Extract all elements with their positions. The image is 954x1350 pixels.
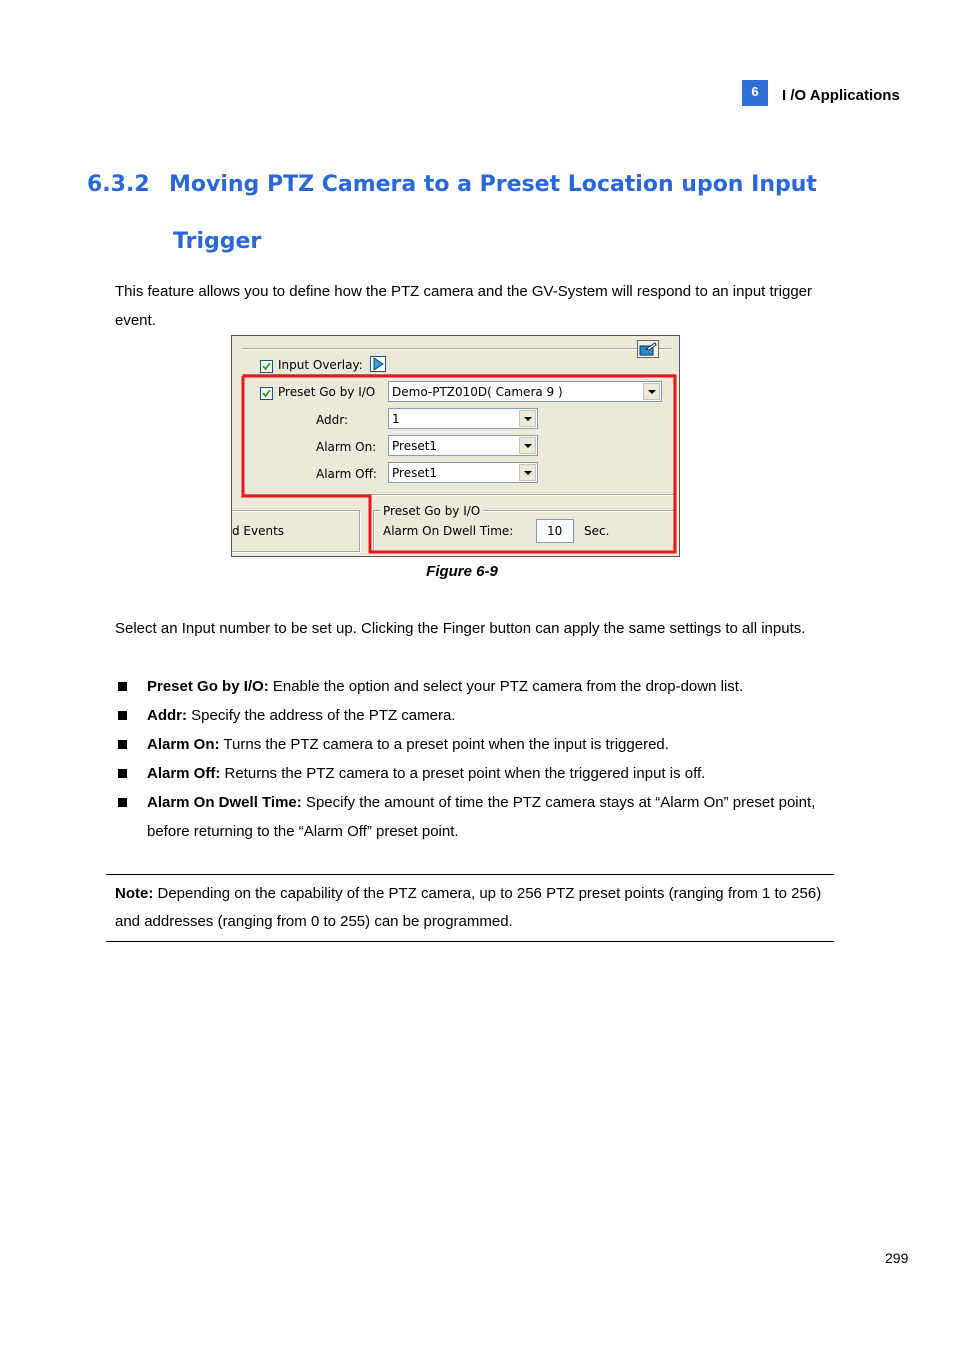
bullet-square-icon	[118, 740, 127, 749]
dwell-time-label: Alarm On Dwell Time:	[383, 524, 514, 538]
alarm-off-select-value: Preset1	[392, 466, 438, 480]
alarm-on-label: Alarm On:	[316, 440, 377, 454]
camera-select-value: Demo-PTZ010D( Camera 9 )	[392, 385, 563, 399]
section-title-line1: Moving PTZ Camera to a Preset Location upon Input	[169, 172, 817, 197]
bullet-text: Specify the address of the PTZ camera.	[187, 707, 456, 724]
intro-paragraph: This feature allows you to define how the PTZ camera and the GV-System will respond to an input trigger event.	[115, 283, 813, 329]
note-term: Note:	[115, 885, 154, 902]
settings-screenshot	[231, 335, 680, 557]
input-overlay-label: Input Overlay:	[278, 358, 363, 372]
bullet-square-icon	[118, 711, 127, 720]
bullet-text: Returns the PTZ camera to a preset point when the triggered input is off.	[220, 765, 706, 782]
dwell-time-value: 10	[547, 524, 563, 538]
bullet-term: Preset Go by I/O:	[147, 678, 269, 695]
note-paragraph	[115, 880, 835, 936]
bullet-term: Alarm On:	[147, 736, 220, 753]
list-item	[115, 730, 835, 759]
chapter-title: I /O Applications	[782, 87, 900, 104]
bullet-square-icon	[118, 682, 127, 691]
section-number: 6.3.2	[87, 172, 150, 197]
page-number: 299	[885, 1250, 909, 1266]
events-label: d Events	[232, 524, 285, 538]
list-item	[115, 759, 835, 788]
list-item	[115, 672, 835, 701]
dwell-group-label: Preset Go by I/O	[380, 504, 483, 518]
highlight-outline	[232, 336, 679, 556]
list-item	[115, 788, 835, 846]
bullet-term: Alarm On Dwell Time:	[147, 794, 302, 811]
bullet-term: Addr:	[147, 707, 187, 724]
alarm-off-label: Alarm Off:	[316, 467, 377, 481]
bullet-text: Specify the amount of time the PTZ camera stays at “Alarm On” preset point, before returning to the “Alarm Off” preset point.	[147, 794, 816, 840]
figure-caption: Figure 6-9	[426, 563, 498, 580]
feature-list	[115, 672, 835, 846]
note-text: Depending on the capability of the PTZ camera, up to 256 PTZ preset points (ranging from 1 to 256) and addresses (ranging from 0 to 255) can be programmed.	[115, 885, 822, 930]
bullet-term: Alarm Off:	[147, 765, 221, 782]
addr-label: Addr:	[316, 413, 348, 427]
instructions-paragraph: Select an Input number to be set up. Clicking the Finger button can apply the same settings to all inputs.	[115, 620, 806, 637]
preset-go-label: Preset Go by I/O	[278, 385, 376, 399]
list-item	[115, 701, 835, 730]
addr-select-value: 1	[392, 412, 400, 426]
alarm-on-select-value: Preset1	[392, 439, 438, 453]
section-title-line2: Trigger	[173, 229, 262, 254]
note-top-rule	[106, 874, 834, 875]
bullet-square-icon	[118, 798, 127, 807]
dwell-time-unit: Sec.	[584, 524, 610, 538]
chapter-number-badge: 6	[742, 80, 768, 106]
bullet-square-icon	[118, 769, 127, 778]
note-bottom-rule	[106, 941, 834, 942]
bullet-text: Turns the PTZ camera to a preset point when the input is triggered.	[219, 736, 669, 753]
bullet-text: Enable the option and select your PTZ camera from the drop-down list.	[268, 678, 744, 695]
